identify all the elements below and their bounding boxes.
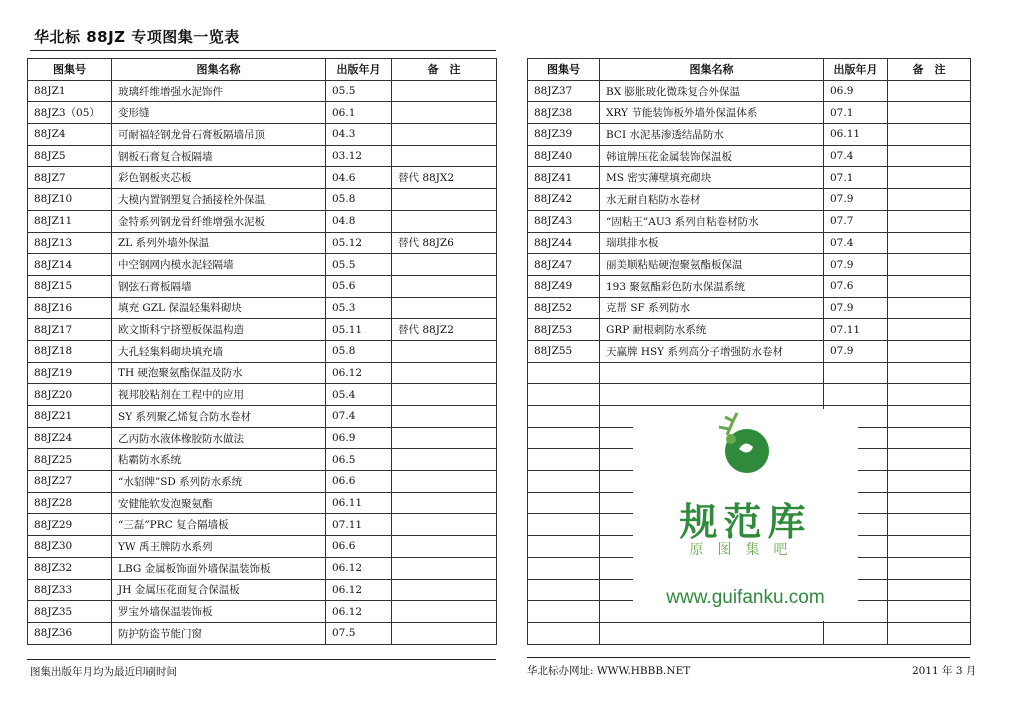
cell-code	[528, 471, 600, 493]
cell-date: 06.9	[326, 427, 392, 449]
table-row	[528, 189, 971, 211]
cell-name: 克帮 SF 系列防水	[600, 297, 824, 319]
cell-note	[888, 124, 971, 146]
cell-date: 07.11	[326, 514, 392, 536]
cell-code	[528, 449, 600, 471]
cell-name: 安健能软发泡聚氨酯	[112, 492, 326, 514]
cell-date: 06.6	[326, 471, 392, 493]
watermark-url[interactable]: www.guifanku.com	[666, 587, 825, 608]
cell-code: 88JZ39	[528, 124, 600, 146]
cell-note	[888, 492, 971, 514]
footer-divider-left	[27, 659, 496, 660]
cell-code	[528, 601, 600, 623]
cell-note	[888, 254, 971, 276]
cell-note	[888, 319, 971, 341]
cell-name: 彩色钢板夹芯板	[112, 167, 326, 189]
table-row	[28, 384, 497, 406]
cell-note	[888, 297, 971, 319]
cell-code: 88JZ28	[28, 492, 112, 514]
cell-note	[392, 622, 497, 644]
cell-name: JH 金属压花面复合保温板	[112, 579, 326, 601]
cell-note	[392, 579, 497, 601]
cell-name: 水无耐自粘防水卷材	[600, 189, 824, 211]
cell-note	[392, 210, 497, 232]
cell-note	[888, 427, 971, 449]
table-row	[28, 406, 497, 428]
page-title: 华北标 88JZ 专项图集一览表	[34, 28, 240, 46]
left-catalog-table	[27, 58, 497, 645]
cell-note	[888, 384, 971, 406]
cell-name	[600, 384, 824, 406]
cell-code: 88JZ18	[28, 340, 112, 362]
cell-note	[392, 80, 497, 102]
cell-date: 05.4	[326, 384, 392, 406]
cell-date: 06.5	[326, 449, 392, 471]
cell-date: 05.3	[326, 297, 392, 319]
cell-note	[392, 427, 497, 449]
table-row	[528, 319, 971, 341]
cell-note	[392, 406, 497, 428]
footnote-left: 图集出版年月均为最近印刷时间	[30, 666, 177, 678]
cell-note	[392, 449, 497, 471]
header-date: 出版年月	[326, 59, 392, 81]
cell-date: 05.6	[326, 275, 392, 297]
cell-code: 88JZ7	[28, 167, 112, 189]
cell-date: 06.12	[326, 579, 392, 601]
cell-code: 88JZ5	[28, 145, 112, 167]
cell-code: 88JZ1	[28, 80, 112, 102]
table-row	[528, 232, 971, 254]
cell-name: 金特系列钢龙骨纤维增强水泥板	[112, 210, 326, 232]
cell-name: 欧文斯科宁挤塑板保温构造	[112, 319, 326, 341]
table-row	[28, 297, 497, 319]
cell-note	[392, 102, 497, 124]
watermark-name: 规范库	[679, 500, 812, 544]
cell-code: 88JZ55	[528, 340, 600, 362]
cell-name: 钢板石膏复合板隔墙	[112, 145, 326, 167]
cell-code: 88JZ3（05）	[28, 102, 112, 124]
cell-name: 乙丙防水液体橡胶防水做法	[112, 427, 326, 449]
footnote-date: 2011 年 3 月	[912, 665, 977, 677]
cell-code: 88JZ15	[28, 275, 112, 297]
cell-code: 88JZ27	[28, 471, 112, 493]
cell-code: 88JZ13	[28, 232, 112, 254]
cell-note	[392, 536, 497, 558]
cell-name: TH 硬泡聚氨酯保温及防水	[112, 362, 326, 384]
cell-code: 88JZ41	[528, 167, 600, 189]
cell-note	[392, 254, 497, 276]
cell-code: 88JZ14	[28, 254, 112, 276]
table-row	[28, 362, 497, 384]
cell-code: 88JZ11	[28, 210, 112, 232]
cell-name: BCI 水泥基渗透结晶防水	[600, 124, 824, 146]
cell-name: SY 系列聚乙烯复合防水卷材	[112, 406, 326, 428]
table-row	[528, 297, 971, 319]
watermark	[633, 409, 858, 621]
cell-name: 防护防盗节能门窗	[112, 622, 326, 644]
cell-code: 88JZ25	[28, 449, 112, 471]
cell-note	[888, 406, 971, 428]
table-row	[528, 275, 971, 297]
header-date: 出版年月	[824, 59, 888, 81]
cell-note	[888, 557, 971, 579]
cell-note	[888, 167, 971, 189]
cell-date: 07.6	[824, 275, 888, 297]
cell-note	[392, 492, 497, 514]
table-header-row	[28, 59, 497, 81]
cell-note	[392, 145, 497, 167]
cell-note	[392, 297, 497, 319]
cell-code: 88JZ30	[28, 536, 112, 558]
cell-date: 06.11	[824, 124, 888, 146]
table-row	[528, 102, 971, 124]
cell-note	[888, 80, 971, 102]
cell-code: 88JZ42	[528, 189, 600, 211]
cell-name: 大模内置钢塑复合插接栓外保温	[112, 189, 326, 211]
cell-code: 88JZ47	[528, 254, 600, 276]
cell-note	[888, 189, 971, 211]
cell-note	[392, 514, 497, 536]
table-row	[528, 167, 971, 189]
cell-note	[888, 471, 971, 493]
cell-date: 07.5	[326, 622, 392, 644]
cell-date: 07.9	[824, 189, 888, 211]
cell-date: 05.12	[326, 232, 392, 254]
deer-logo-icon	[709, 409, 777, 475]
cell-note	[888, 275, 971, 297]
cell-code: 88JZ16	[28, 297, 112, 319]
table-row	[28, 557, 497, 579]
table-row	[528, 80, 971, 102]
cell-note: 替代 88JZ2	[392, 319, 497, 341]
cell-code: 88JZ49	[528, 275, 600, 297]
cell-note	[888, 601, 971, 623]
table-row	[528, 210, 971, 232]
cell-name: 瑞琪排水板	[600, 232, 824, 254]
table-row	[28, 319, 497, 341]
cell-date: 05.5	[326, 254, 392, 276]
table-row	[28, 340, 497, 362]
cell-date: 07.4	[824, 145, 888, 167]
watermark-subtitle: 原图集吧	[689, 542, 802, 558]
cell-code: 88JZ10	[28, 189, 112, 211]
cell-date: 06.11	[326, 492, 392, 514]
cell-note	[392, 384, 497, 406]
cell-code	[528, 536, 600, 558]
cell-name: BX 膨胀玻化微珠复合外保温	[600, 80, 824, 102]
table-row	[28, 514, 497, 536]
cell-note: 替代 88JZ6	[392, 232, 497, 254]
table-row	[28, 471, 497, 493]
cell-code	[528, 384, 600, 406]
cell-date: 05.11	[326, 319, 392, 341]
cell-name: 中空钢网内模水泥轻隔墙	[112, 254, 326, 276]
cell-code: 88JZ21	[28, 406, 112, 428]
table-row	[28, 124, 497, 146]
table-row	[28, 622, 497, 644]
cell-code: 88JZ24	[28, 427, 112, 449]
cell-date: 07.9	[824, 254, 888, 276]
table-row	[528, 124, 971, 146]
cell-date: 07.4	[824, 232, 888, 254]
cell-note	[392, 362, 497, 384]
cell-code: 88JZ53	[528, 319, 600, 341]
empty-table-row	[528, 384, 971, 406]
cell-code: 88JZ52	[528, 297, 600, 319]
table-row	[28, 254, 497, 276]
table-row	[28, 189, 497, 211]
footer-divider-right	[527, 657, 970, 658]
cell-code: 88JZ29	[28, 514, 112, 536]
table-row	[28, 536, 497, 558]
cell-date: 05.5	[326, 80, 392, 102]
cell-date: 07.7	[824, 210, 888, 232]
cell-name	[600, 622, 824, 644]
cell-name: “三磊”PRC 复合隔墙板	[112, 514, 326, 536]
cell-note	[888, 232, 971, 254]
cell-name	[600, 362, 824, 384]
cell-code: 88JZ17	[28, 319, 112, 341]
cell-date: 04.3	[326, 124, 392, 146]
cell-date	[824, 362, 888, 384]
cell-name: YW 禹王牌防水系列	[112, 536, 326, 558]
cell-date: 06.9	[824, 80, 888, 102]
table-row	[28, 275, 497, 297]
cell-name: GRP 耐根刺防水系统	[600, 319, 824, 341]
cell-code: 88JZ40	[528, 145, 600, 167]
header-note: 备 注	[888, 59, 971, 81]
cell-code: 88JZ43	[528, 210, 600, 232]
cell-name: 粘霸防水系统	[112, 449, 326, 471]
cell-note	[888, 514, 971, 536]
cell-name: 变形缝	[112, 102, 326, 124]
cell-date: 04.6	[326, 167, 392, 189]
header-code: 图集号	[28, 59, 112, 81]
cell-note	[888, 102, 971, 124]
cell-note	[392, 189, 497, 211]
table-row	[28, 80, 497, 102]
cell-name: XRY 节能装饰板外墙外保温体系	[600, 102, 824, 124]
cell-note	[392, 557, 497, 579]
cell-code: 88JZ20	[28, 384, 112, 406]
cell-name: 天赢牌 HSY 系列高分子增强防水卷材	[600, 340, 824, 362]
cell-date: 07.1	[824, 102, 888, 124]
header-code: 图集号	[528, 59, 600, 81]
cell-code: 88JZ4	[28, 124, 112, 146]
table-row	[28, 449, 497, 471]
cell-note	[888, 536, 971, 558]
cell-date	[824, 384, 888, 406]
cell-name: 193 聚氨酯彩色防水保温系统	[600, 275, 824, 297]
table-row	[28, 492, 497, 514]
cell-name: 大孔轻集料砌块填充墙	[112, 340, 326, 362]
cell-code	[528, 622, 600, 644]
cell-name: 视邦胶粘剂在工程中的应用	[112, 384, 326, 406]
cell-name: 丽美顺粘贴硬泡聚氨酯板保温	[600, 254, 824, 276]
cell-code: 88JZ32	[28, 557, 112, 579]
cell-name: 罗宝外墙保温装饰板	[112, 601, 326, 623]
cell-name: LBG 金属板饰面外墙保温装饰板	[112, 557, 326, 579]
table-row	[528, 340, 971, 362]
table-row	[528, 145, 971, 167]
cell-code: 88JZ37	[528, 80, 600, 102]
table-row	[28, 427, 497, 449]
table-row	[28, 601, 497, 623]
header-name: 图集名称	[112, 59, 326, 81]
cell-date: 05.8	[326, 189, 392, 211]
cell-date: 07.1	[824, 167, 888, 189]
cell-note: 替代 88JX2	[392, 167, 497, 189]
cell-note	[888, 579, 971, 601]
cell-date: 07.9	[824, 297, 888, 319]
cell-code: 88JZ35	[28, 601, 112, 623]
table-row	[28, 579, 497, 601]
cell-note	[392, 340, 497, 362]
cell-note	[392, 275, 497, 297]
cell-date: 06.12	[326, 557, 392, 579]
cell-date	[824, 622, 888, 644]
cell-code	[528, 492, 600, 514]
cell-name: 钢弦石膏板隔墙	[112, 275, 326, 297]
table-row	[28, 145, 497, 167]
title-divider	[30, 50, 496, 51]
cell-name: ZL 系列外墙外保温	[112, 232, 326, 254]
cell-date: 04.8	[326, 210, 392, 232]
header-name: 图集名称	[600, 59, 824, 81]
cell-date: 06.1	[326, 102, 392, 124]
cell-date: 06.12	[326, 601, 392, 623]
cell-date: 06.12	[326, 362, 392, 384]
cell-note	[392, 124, 497, 146]
cell-code: 88JZ44	[528, 232, 600, 254]
table-row	[28, 102, 497, 124]
cell-code	[528, 427, 600, 449]
cell-note	[392, 471, 497, 493]
cell-date: 06.6	[326, 536, 392, 558]
header-note: 备 注	[392, 59, 497, 81]
cell-note	[888, 210, 971, 232]
table-row	[528, 254, 971, 276]
table-header-row	[528, 59, 971, 81]
cell-code	[528, 362, 600, 384]
cell-code	[528, 579, 600, 601]
cell-note	[888, 340, 971, 362]
empty-table-row	[528, 622, 971, 644]
cell-code	[528, 514, 600, 536]
cell-code	[528, 557, 600, 579]
cell-name: 玻璃纤维增强水泥饰件	[112, 80, 326, 102]
cell-code: 88JZ19	[28, 362, 112, 384]
cell-note	[392, 601, 497, 623]
cell-note	[888, 449, 971, 471]
table-row	[28, 232, 497, 254]
cell-name: “固粘王”AU3 系列自粘卷材防水	[600, 210, 824, 232]
table-row	[28, 210, 497, 232]
cell-date: 03.12	[326, 145, 392, 167]
cell-date: 05.8	[326, 340, 392, 362]
cell-name: “水貂牌”SD 系列防水系统	[112, 471, 326, 493]
cell-note	[888, 362, 971, 384]
cell-name: MS 密实薄壁填充砌块	[600, 167, 824, 189]
cell-date: 07.9	[824, 340, 888, 362]
cell-date: 07.4	[326, 406, 392, 428]
cell-name: 填充 GZL 保温轻集料砌块	[112, 297, 326, 319]
cell-name: 韩谊牌压花金属装饰保温板	[600, 145, 824, 167]
empty-table-row	[528, 362, 971, 384]
cell-code: 88JZ36	[28, 622, 112, 644]
cell-note	[888, 622, 971, 644]
cell-note	[888, 145, 971, 167]
cell-name: 可耐福轻钢龙骨石膏板隔墙吊顶	[112, 124, 326, 146]
table-row	[28, 167, 497, 189]
cell-code: 88JZ38	[528, 102, 600, 124]
footnote-website: 华北标办网址: WWW.HBBB.NET	[527, 665, 691, 677]
cell-date: 07.11	[824, 319, 888, 341]
cell-code: 88JZ33	[28, 579, 112, 601]
cell-code	[528, 406, 600, 428]
